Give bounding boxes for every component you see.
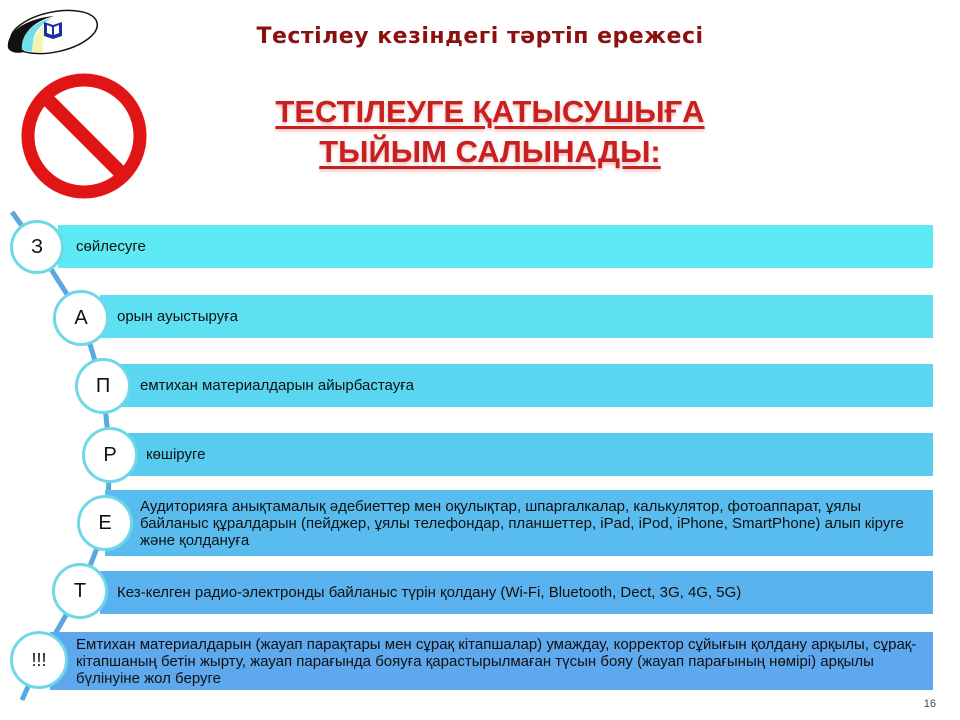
page-title: Тестілеу кезіндегі тәртіп ережесі — [256, 24, 704, 49]
letter-circle-4 — [82, 427, 138, 483]
letter-circle-7 — [10, 631, 68, 689]
rule-text: емтихан материалдарын айырбастауға — [140, 377, 415, 394]
heading-line-2: ТЫЙЫМ САЛЫНАДЫ: — [319, 134, 661, 169]
circle-letter: З — [30, 235, 44, 258]
page-number: 16 — [923, 698, 936, 710]
rule-bar-4 — [128, 433, 933, 476]
rule-text: сөйлесуге — [76, 238, 146, 255]
letter-circle-2 — [53, 290, 109, 346]
rule-bar-5 — [105, 490, 933, 556]
circle-letter: Р — [103, 443, 117, 466]
circle-letter: А — [74, 306, 88, 329]
circle-letter: Е — [98, 511, 112, 534]
letter-circle-6 — [52, 563, 108, 619]
circle-letter: П — [95, 374, 111, 397]
rule-bar-1 — [58, 225, 933, 268]
rule-bar-3 — [120, 364, 933, 407]
circle-letter: !!! — [31, 649, 47, 670]
prohibition-sign-icon — [18, 70, 150, 202]
rule-bar-7 — [50, 632, 933, 690]
circle-letter: Т — [73, 579, 87, 602]
letter-circle-5 — [77, 495, 133, 551]
letter-circle-1 — [10, 220, 64, 274]
heading-line-1: ТЕСТІЛЕУГЕ ҚАТЫСУШЫҒА — [275, 94, 705, 129]
rule-text: Кез-келген радио-электронды байланыс түрін қолдану (Wi-Fi, Bluetooth, Dect, 3G, 4G, 5G) — [117, 584, 742, 601]
rule-text: орын ауыстыруға — [117, 308, 239, 325]
rule-text: Аудиторияға анықтамалық әдебиеттер мен оқулықтар, шпаргалкалар, калькулятор, фотоаппарат, ұялы байланыс құралдарын (пейджер, ұялы телефондар, планшеттер, iPad, iPod, iPhone, SmartPhone) алып кіруге және қолдануға — [140, 497, 904, 549]
rule-bar-2 — [100, 295, 933, 338]
prohibited-heading — [230, 92, 750, 172]
rule-bar-6 — [100, 571, 933, 614]
rule-text: көшіруге — [146, 446, 206, 463]
letter-circle-3 — [75, 358, 131, 414]
rule-text: Емтихан материалдарын (жауап парақтары мен сұрақ кітапшалар) умаждау, корректор сұйығын қолдану арқылы, сұрақ-кітапшаның бетін жырту, жауап парағында бояуға қарастырылмаған түсын бояу (жауап парағының нөмірі) арқылы бүлінуіне жол беруге — [76, 635, 917, 687]
